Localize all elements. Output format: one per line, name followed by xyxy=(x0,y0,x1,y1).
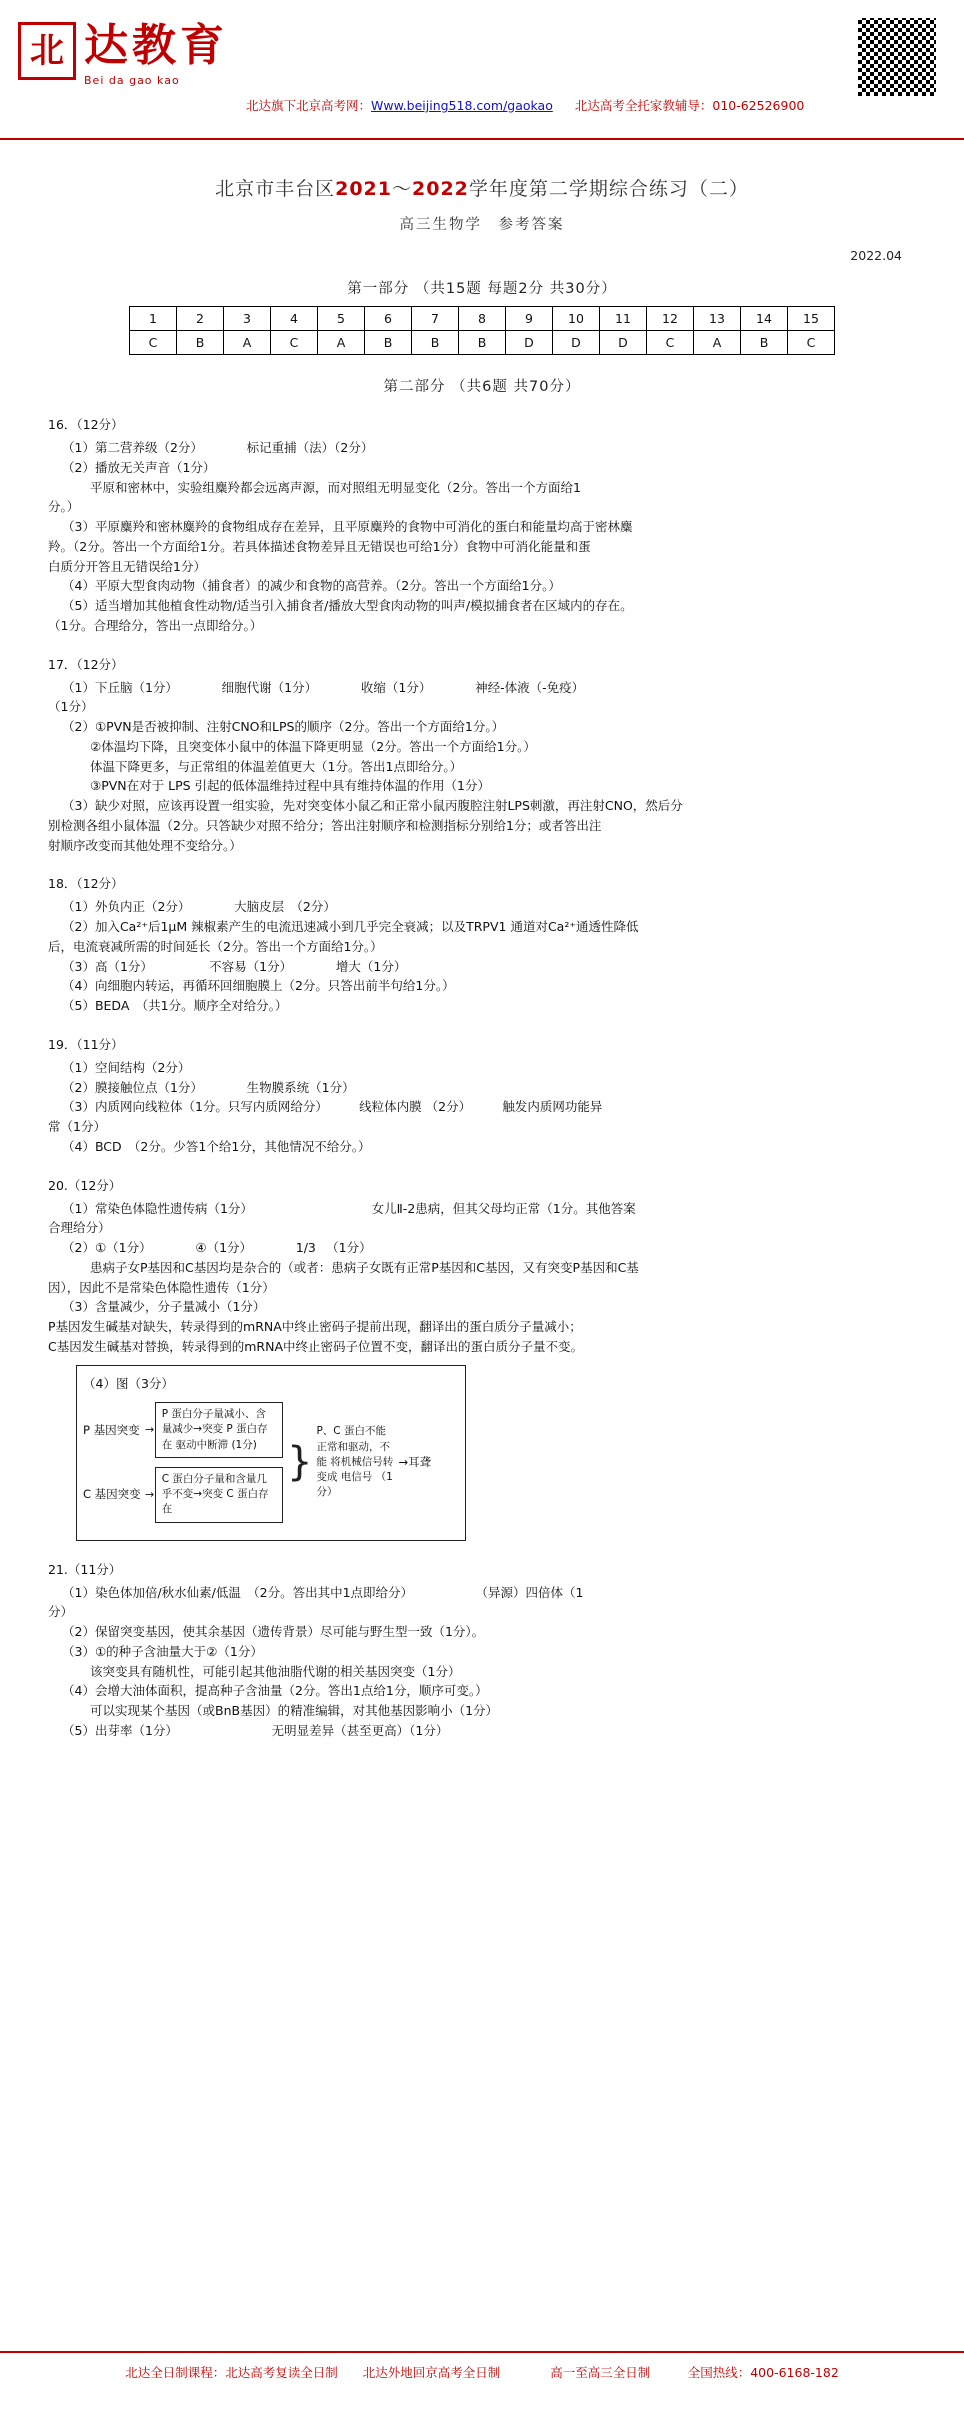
header-divider xyxy=(0,138,964,140)
page-footer xyxy=(0,2351,964,2381)
diagram-cell-p: P 蛋白分子量减小、含量减少→突变 P 蛋白存在 驱动中断滞 (1分) xyxy=(155,1402,283,1458)
answer-line: （2）①（1分） ④（1分） 1/3 （1分） xyxy=(62,1240,372,1255)
cell-ans: A xyxy=(224,331,271,355)
answer-line: （3）含量减少，分子量减小（1分） xyxy=(62,1299,266,1315)
footer-text: 北达全日制课程：北达高考复读全日制 北达外地回京高考全日制 高一至高三全日制 全国热线：400-6168-182 xyxy=(125,2365,839,2380)
answer-line: （4）平原大型食肉动物（捕食者）的减少和食物的高营养。（2分。答出一个方面给1分。） xyxy=(62,578,561,594)
answer-line: 分。） xyxy=(48,499,80,515)
cell-ans: A xyxy=(694,331,741,355)
answer-line: 白质分开答且无错误给1分） xyxy=(48,558,206,574)
question-18 xyxy=(48,874,902,1016)
answer-line: （1分。合理给分，答出一点即给分。） xyxy=(48,617,263,633)
cell-num: 8 xyxy=(459,307,506,331)
cell-num: 11 xyxy=(600,307,647,331)
cell-ans: B xyxy=(412,331,459,355)
answer-line: （5）适当增加其他植食性动物/适当引入捕食者/播放大型食肉动物的叫声/模拟捕食者在区域内的存在。 xyxy=(62,598,633,613)
diagram-label-p: P 基因突变 xyxy=(83,1422,140,1437)
cell-ans: B xyxy=(741,331,788,355)
brand-logo xyxy=(18,22,228,87)
answer-line: 平原和密林中，实验组麋羚都会远离声源，而对照组无明显变化（2分。答出一个方面给1 xyxy=(90,479,581,495)
question-head: 17．（12分） xyxy=(48,656,124,672)
answer-line: （2）保留突变基因，使其余基因（遗传背景）尽可能与野生型一致（1分）。 xyxy=(62,1624,485,1640)
answer-line: （3）①的种子含油量大于②（1分） xyxy=(62,1643,263,1659)
table-row-numbers xyxy=(130,307,835,331)
qr-code-icon xyxy=(858,18,936,96)
answer-line: 患病子女P基因和C基因均是杂合的（或者：患病子女既有正常P基因和C基因，又有突变P基因和C基 xyxy=(90,1259,639,1275)
answer-line: （5）出芽率（1分） 无明显差异（甚至更高）（1分） xyxy=(62,1722,449,1738)
cell-num: 14 xyxy=(741,307,788,331)
header-promo xyxy=(246,96,804,114)
question-16 xyxy=(48,415,902,636)
answer-line: （2）播放无关声音（1分） xyxy=(62,459,216,475)
answer-table xyxy=(129,306,835,355)
answer-line: （5）BEDA （共1分。顺序全对给分。） xyxy=(62,998,288,1013)
answer-line: 合理给分） xyxy=(48,1220,111,1236)
title-post: 学年度第二学期综合练习（二） xyxy=(468,178,749,200)
diagram-cell-c: C 蛋白分子量和含量几乎不变→突变 C 蛋白存在 xyxy=(155,1467,283,1523)
diagram-conclusion: P、C 蛋白不能正常和驱动，不能 将机械信号转变成 电信号 （1分） xyxy=(316,1425,394,1499)
cell-ans: C xyxy=(788,331,835,355)
answer-line: （2）①PVN是否被抑制、注射CNO和LPS的顺序（2分。答出一个方面给1分。） xyxy=(62,719,505,734)
answer-line: （3）内质网向线粒体（1分。只写内质网给分） 线粒体内膜 （2分） 触发内质网功能异 xyxy=(62,1099,603,1115)
page-title xyxy=(0,174,964,201)
cell-ans: D xyxy=(506,331,553,355)
diagram-label-c: C 基因突变 xyxy=(83,1487,141,1502)
answer-line: （1）下丘脑（1分） 细胞代谢（1分） 收缩（1分） 神经-体液（-免疫） xyxy=(62,679,585,695)
title-wave: ～ xyxy=(391,178,412,200)
promo-prefix: 北达旗下北京高考网： xyxy=(246,98,372,113)
diagram-caption: （4）图（3分） xyxy=(83,1375,174,1391)
question-21 xyxy=(48,1560,902,1741)
cell-ans: C xyxy=(130,331,177,355)
question-17 xyxy=(48,655,902,856)
answer-line: （2）加入Ca²⁺后1μM 辣椒素产生的电流迅速减小到几乎完全衰减；以及TRPV1 通道对Ca²⁺通透性降低 xyxy=(62,919,639,934)
logo-mark: 北 xyxy=(18,22,76,80)
cell-num: 5 xyxy=(318,307,365,331)
cell-ans: B xyxy=(365,331,412,355)
cell-num: 2 xyxy=(177,307,224,331)
answer-line: 常（1分） xyxy=(48,1119,106,1134)
cell-num: 10 xyxy=(553,307,600,331)
answer-line: （3）缺少对照，应该再设置一组实验，先对突变体小鼠乙和正常小鼠丙腹腔注射LPS刺激，再注射CNO，然后分 xyxy=(62,798,683,813)
cell-ans: B xyxy=(177,331,224,355)
answer-line: （3）平原麋羚和密林麋羚的食物组成存在差异，且平原麋羚的食物中可消化的蛋白和能量均高于密林麋 xyxy=(62,519,633,534)
arrow-icon: → xyxy=(145,1423,155,1437)
question-head: 18．（12分） xyxy=(48,876,124,892)
answer-line: 别检测各组小鼠体温（2分。只答缺少对照不给分；答出注射顺序和检测指标分别给1分；或者答出注 xyxy=(48,817,602,833)
answer-line: （1）第二营养级（2分） 标记重捕（法）（2分） xyxy=(62,440,374,455)
answer-line: C基因发生碱基对替换，转录得到的mRNA中终止密码子位置不变，翻译出的蛋白质分子量不变。 xyxy=(48,1338,583,1354)
cell-num: 3 xyxy=(224,307,271,331)
answer-line: P基因发生碱基对缺失，转录得到的mRNA中终止密码子提前出现，翻译出的蛋白质分子量减小； xyxy=(48,1319,582,1334)
promo-link[interactable]: Www.beijing518.com/gaokao xyxy=(371,98,553,113)
answer-line: （3）高（1分） 不容易（1分） 增大（1分） xyxy=(62,958,407,974)
answer-line: 后，电流衰减所需的时间延长（2分。答出一个方面给1分。） xyxy=(48,938,383,954)
answer-line: （1）染色体加倍/秋水仙素/低温 （2分。答出其中1点即给分） （异源）四倍体（1 xyxy=(62,1584,584,1600)
cell-num: 15 xyxy=(788,307,835,331)
diagram-outcome: →耳聋 xyxy=(398,1455,432,1470)
cell-ans: D xyxy=(600,331,647,355)
page-header xyxy=(0,0,964,140)
answer-line: 因），因此不是常染色体隐性遗传（1分） xyxy=(48,1279,275,1295)
cell-num: 13 xyxy=(694,307,741,331)
question-head: 19．（11分） xyxy=(48,1036,124,1052)
promo-suffix: 北达高考全托家教辅导：010-62526900 xyxy=(574,98,805,113)
answer-line: 体温下降更多，与正常组的体温差值更大（1分。答出1点即给分。） xyxy=(90,758,463,774)
answer-line: 分） xyxy=(48,1604,74,1620)
part-two-title: 第二部分 （共6题 共70分） xyxy=(383,379,581,395)
answer-line: （1）空间结构（2分） xyxy=(62,1059,191,1075)
footer-divider xyxy=(0,2351,964,2353)
gene-mutation-diagram xyxy=(76,1365,466,1541)
answer-line: ②体温均下降，且突变体小鼠中的体温下降更明显（2分。答出一个方面给1分。） xyxy=(90,738,536,754)
cell-ans: C xyxy=(271,331,318,355)
doc-date: 2022.04 xyxy=(850,248,902,263)
answer-line: （2）膜接触位点（1分） 生物膜系统（1分） xyxy=(62,1079,355,1095)
cell-num: 4 xyxy=(271,307,318,331)
question-head: 20.（12分） xyxy=(48,1177,122,1193)
cell-ans: D xyxy=(553,331,600,355)
logo-name-en: Bei da gao kao xyxy=(84,74,180,87)
cell-num: 12 xyxy=(647,307,694,331)
answer-line: （1分） xyxy=(48,699,94,715)
answer-line: 射顺序改变而其他处理不变给分。） xyxy=(48,837,242,853)
answer-line: （1）常染色体隐性遗传病（1分） 女儿Ⅱ-2患病，但其父母均正常（1分。其他答案 xyxy=(62,1200,636,1216)
answer-line: （4）向细胞内转运，再循环回细胞膜上（2分。只答出前半句给1分。） xyxy=(62,978,455,994)
cell-num: 1 xyxy=(130,307,177,331)
answer-line: （4）BCD （2分。少答1个给1分，其他情况不给分。） xyxy=(62,1138,371,1154)
answer-line: 可以实现某个基因（或BnB基因）的精准编辑，对其他基因影响小（1分） xyxy=(90,1703,499,1719)
answer-line: （1）外负内正（2分） 大脑皮层 （2分） xyxy=(62,899,336,915)
cell-num: 6 xyxy=(365,307,412,331)
brace-icon: } xyxy=(287,1439,313,1486)
cell-ans: B xyxy=(459,331,506,355)
answer-line: ③PVN在对于 LPS 引起的低体温维持过程中具有维持体温的作用（1分） xyxy=(90,778,490,794)
title-year2: 2022 xyxy=(412,178,469,200)
question-20 xyxy=(48,1176,902,1541)
cell-ans: A xyxy=(318,331,365,355)
question-head: 16．（12分） xyxy=(48,417,124,432)
cell-num: 7 xyxy=(412,307,459,331)
logo-name-cn: 达教育 xyxy=(84,20,228,71)
question-head: 21.（11分） xyxy=(48,1561,122,1577)
cell-num: 9 xyxy=(506,307,553,331)
part-one-title: 第一部分 （共15题 每题2分 共30分） xyxy=(347,281,617,297)
cell-ans: C xyxy=(647,331,694,355)
title-year1: 2021 xyxy=(335,178,392,200)
table-row-answers xyxy=(130,331,835,355)
answer-line: 该突变具有随机性，可能引起其他油脂代谢的相关基因突变（1分） xyxy=(90,1663,461,1679)
arrow-icon: → xyxy=(145,1487,155,1501)
title-pre: 北京市丰台区 xyxy=(215,178,336,200)
answer-line: 羚。（2分。答出一个方面给1分。若具体描述食物差异且无错误也可给1分）食物中可消化能量和蛋 xyxy=(48,538,591,554)
answer-line: （4）会增大油体面积，提高种子含油量（2分。答出1点给1分，顺序可变。） xyxy=(62,1683,488,1699)
page-subtitle: 高三生物学 参考答案 xyxy=(399,217,565,233)
question-19 xyxy=(48,1035,902,1157)
answers-body xyxy=(0,415,964,1741)
